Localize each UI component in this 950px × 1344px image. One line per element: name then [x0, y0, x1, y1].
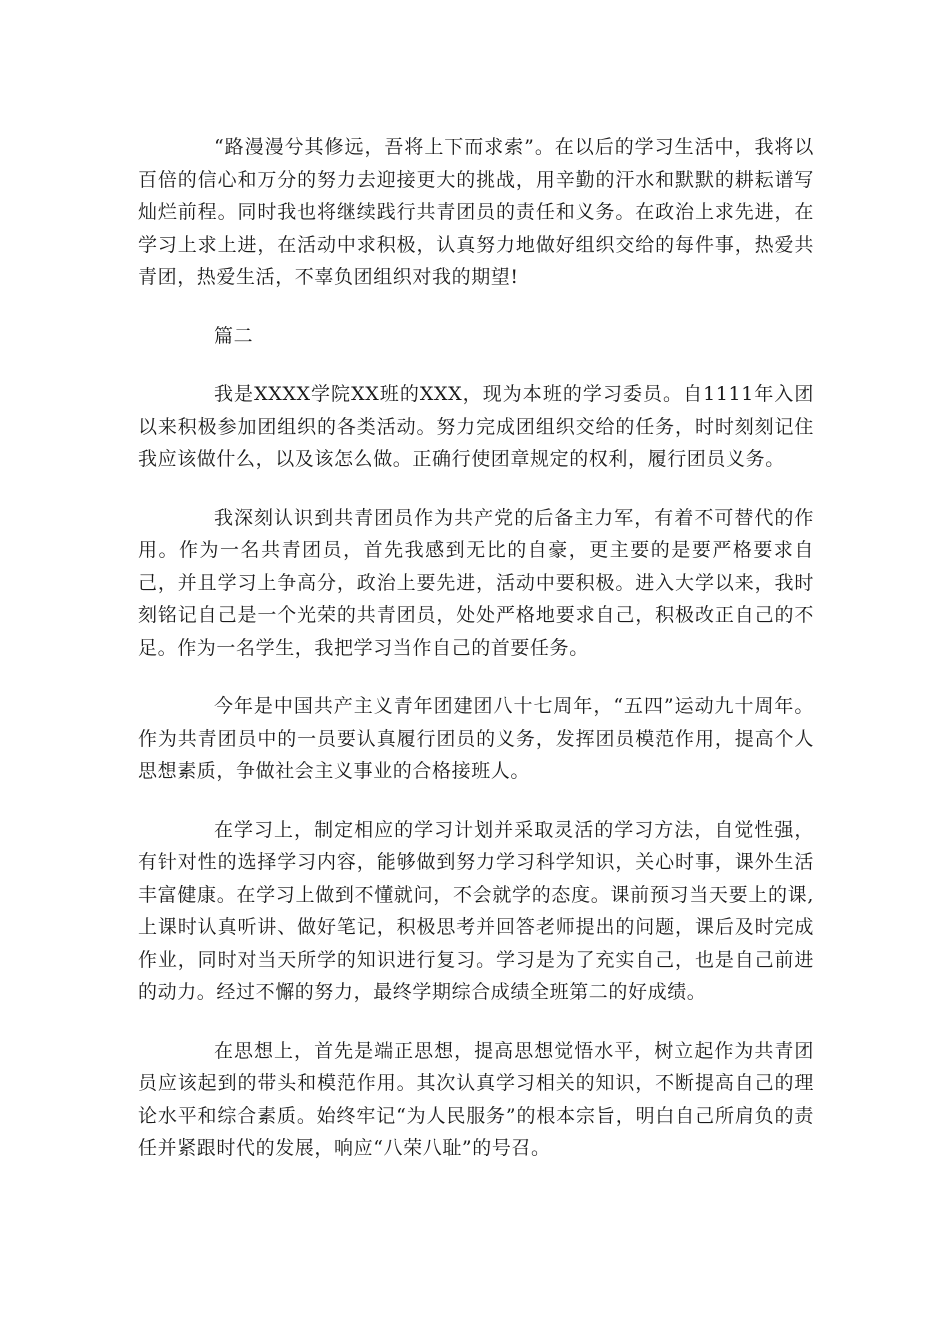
paragraph-study: 在学习上，制定相应的学习计划并采取灵活的学习方法，自觉性强，有针对性的选择学习内容，能够做到努力学习科学知识，关心时事，课外生活丰富健康。在学习上做到不懂就问，不会就学的态度。课前预习当天要上的课,上课时认真听讲、做好笔记，积极思考并回答老师提出的问题，课后及时完成作业，同时对当天所学的知识进行复习。学习是为了充实自己，也是自己前进的动力。经过不懈的努力，最终学期综合成绩全班第二的好成绩。: [138, 818, 814, 1003]
document-body: [138, 131, 814, 1191]
paragraph-closing: “路漫漫兮其修远，吾将上下而求索”。在以后的学习生活中，我将以百倍的信心和万分的努力去迎接更大的挑战，用辛勤的汗水和默默的耕耘谱写灿烂前程。同时我也将继续践行共青团员的责任和义务。在政治上求先进，在学习上求上进，在活动中求积极，认真努力地做好组织交给的每件事，热爱共青团，热爱生活，不辜负团组织对我的期望!: [138, 136, 814, 288]
paragraph-intro: 我是XXXX学院XX班的XXX，现为本班的学习委员。自1111年入团以来积极参加团组织的各类活动。努力完成团组织交给的任务，时时刻刻记住我应该做什么，以及该怎么做。正确行使团章规定的权利，履行团员义务。: [138, 383, 814, 470]
paragraph-thought: 在思想上，首先是端正思想，提高思想觉悟水平，树立起作为共青团员应该起到的带头和模范作用。其次认真学习相关的知识，不断提高自己的理论水平和综合素质。始终牢记“为人民服务”的根本宗旨，明白自己所肩负的责任并紧跟时代的发展，响应“八荣八耻”的号召。: [138, 1039, 814, 1159]
paragraph-awareness: 我深刻认识到共青团员作为共产党的后备主力军，有着不可替代的作用。作为一名共青团员，首先我感到无比的自豪，更主要的是要严格要求自己，并且学习上争高分，政治上要先进，活动中要积极。进入大学以来，我时刻铭记自己是一个光荣的共青团员，处处严格地要求自己，积极改正自己的不足。作为一名学生，我把学习当作自己的首要任务。: [138, 506, 814, 659]
paragraph-anniversary: 今年是中国共产主义青年团建团八十七周年，“五四”运动九十周年。作为共青团员中的一员要认真履行团员的义务，发挥团员模范作用，提高个人思想素质，争做社会主义事业的合格接班人。: [138, 695, 814, 782]
section-heading: 篇二: [214, 324, 254, 347]
